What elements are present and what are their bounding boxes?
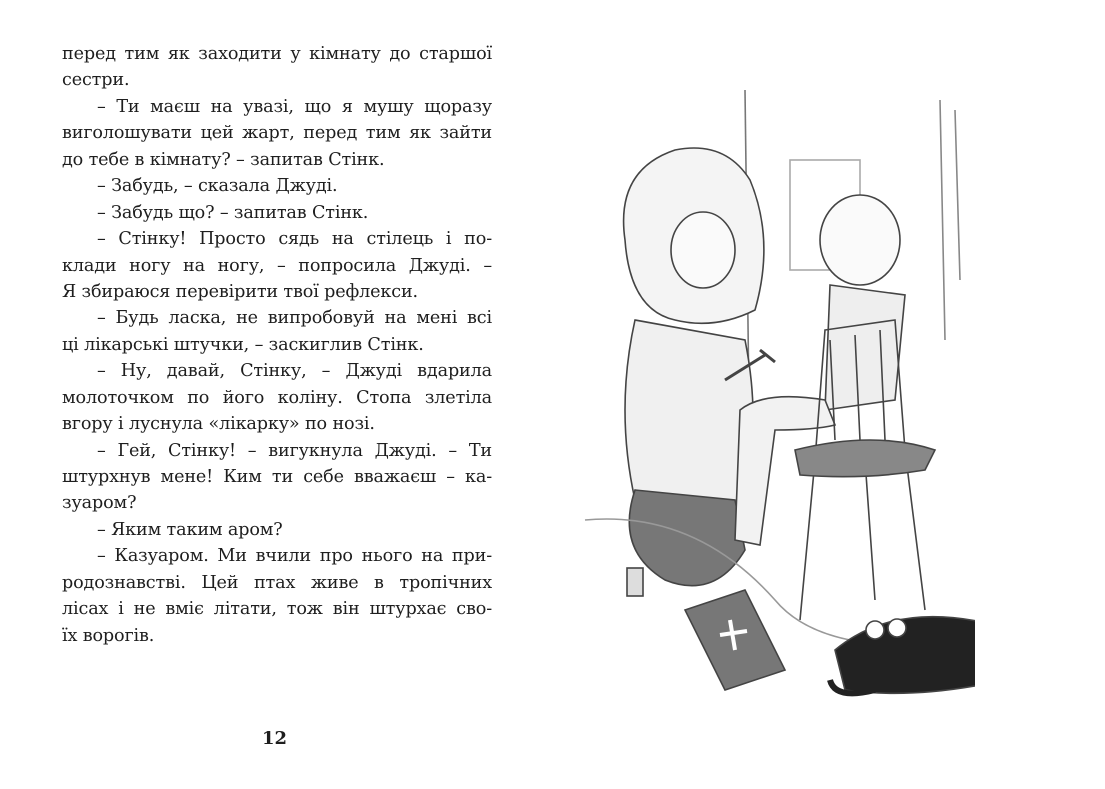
text-line: виголошувати цей жарт, перед тим як зайти xyxy=(62,123,492,144)
body-text xyxy=(62,41,492,649)
girl-face xyxy=(671,212,735,288)
text-line: – Стінку! Просто сядь на стілець і по- xyxy=(97,229,492,250)
boy-body xyxy=(825,285,905,410)
medicine-bottle xyxy=(627,568,643,596)
page-number: 12 xyxy=(262,728,288,749)
girl-skirt xyxy=(629,490,745,586)
cat-eye-left xyxy=(866,621,884,639)
text-line: Я збираюся перевірити твої рефлекси. xyxy=(62,281,418,302)
text-line: – Гей, Стінку! – вигукнула Джуді. – Ти xyxy=(97,440,492,461)
text-line: – Забудь що? – запитав Стінк. xyxy=(97,202,369,223)
text-line: сестри. xyxy=(62,70,130,91)
text-line: – Забудь, – сказала Джуді. xyxy=(97,176,338,197)
text-line: молоточком по його коліну. Стопа злетіла xyxy=(62,387,492,408)
text-line: штурхнув мене! Ким ти себе вважаєш – ка- xyxy=(62,467,492,487)
text-line: родознавстві. Цей птах живе в тропічних xyxy=(62,572,492,593)
text-line: – Яким таким аром? xyxy=(97,519,283,540)
text-line: до тебе в кімнату? – запитав Стінк. xyxy=(62,149,385,170)
text-line: – Ти маєш на увазі, що я мушу щоразу xyxy=(97,96,492,117)
cat-eye-right xyxy=(888,619,906,637)
boy-head xyxy=(820,195,900,285)
illustration-girl-examining-boy-with-cat xyxy=(575,80,975,720)
text-line: – Казуаром. Ми вчили про нього на при- xyxy=(97,546,492,567)
text-line: лісах і не вміє літати, тож він штурхає сво- xyxy=(62,599,492,620)
text-line: – Ну, давай, Стінку, – Джуді вдарила xyxy=(97,361,492,382)
girl-coat xyxy=(625,320,753,510)
text-line: клади ногу на ногу, – попросила Джуді. – xyxy=(62,255,492,276)
window-frame xyxy=(940,100,960,340)
chair-seat xyxy=(795,440,935,477)
text-line: зуаром? xyxy=(62,493,137,514)
text-line: вгору і луснула «лікарку» по нозі. xyxy=(62,414,375,435)
text-line: їх ворогів. xyxy=(62,625,155,646)
text-line: – Будь ласка, не випробовуй на мені всі xyxy=(97,308,492,329)
text-line: перед тим як заходити у кімнату до старшої xyxy=(62,44,492,64)
text-line: ці лікарські штучки, – заскиглив Стінк. xyxy=(62,334,424,355)
